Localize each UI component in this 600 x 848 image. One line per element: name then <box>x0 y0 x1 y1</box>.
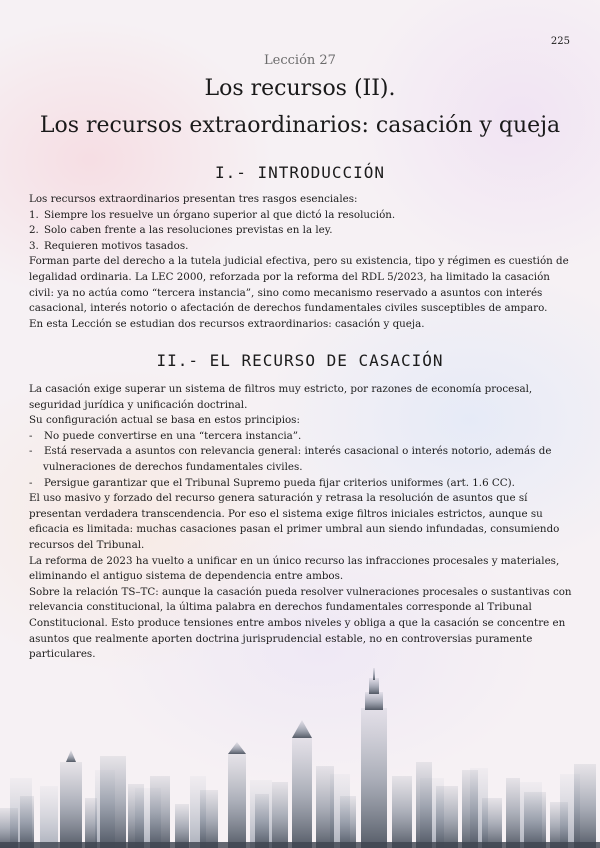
list-marker: 3. <box>29 239 39 252</box>
list-item-text: Está reservada a asuntos con relevancia general: interés casacional o interés notorio, además de <box>44 445 552 458</box>
paragraph: Forman parte del derecho a la tutela judicial efectiva, pero su existencia, tipo y régimen es cuestión de legalidad ordinaria. La LEC 2000, reforzada por la reforma del RDL 5/2023, ha limitado la casación civil: ya no actúa como “tercera instancia”, sino como mecanismo reservado a asuntos con interés casacional, interés notorio o afectación de derechos fundamentales civiles susceptibles de amparo. <box>29 255 569 315</box>
list-item-continuation: vulneraciones de derechos fundamentales civiles. <box>43 460 303 473</box>
numbered-list-item <box>29 239 574 255</box>
lesson-label: Lección 27 <box>264 53 336 68</box>
numbered-list-item <box>29 208 574 224</box>
list-marker: - <box>29 476 33 489</box>
bullet-list-item <box>29 444 574 460</box>
section-body-casacion <box>29 382 574 663</box>
paragraph: Sobre la relación TS–TC: aunque la casación pueda resolver vulneraciones procesales o sustantivas con relevancia constitucional, la última palabra en derechos fundamentales corresponde al Tribunal Constitucional. Esto produce tensiones entre ambos niveles y obliga a que la casación se concentre en asuntos que realmente aporten doctrina jurisprudencial estable, no en controversias puramente particulares. <box>29 585 572 661</box>
section-body-introduccion <box>29 192 574 332</box>
list-item-text: Siempre los resuelve un órgano superior al que dictó la resolución. <box>44 208 396 221</box>
numbered-list-item <box>29 223 574 239</box>
bullet-list-item <box>29 429 574 445</box>
section-heading-casacion: II.- EL RECURSO DE CASACIÓN <box>156 351 444 370</box>
title-line-1: Los recursos (II). <box>204 76 396 101</box>
title-line-2: Los recursos extraordinarios: casación y queja <box>39 113 561 138</box>
list-item-text: No puede convertirse en una “tercera instancia”. <box>44 429 302 442</box>
list-marker: - <box>29 445 33 458</box>
list-item-text: Persigue garantizar que el Tribunal Supremo pueda fijar criterios uniformes (art. 1.6 CC). <box>44 476 515 489</box>
paragraph: El uso masivo y forzado del recurso genera saturación y retrasa la resolución de asuntos que sí presentan verdadera transcendencia. Por eso el sistema exige filtros iniciales estrictos, aunque su eficacia es limitada: muchas casaciones pasan el primer umbral aun siendo infundadas, consumiendo recursos del Tribunal. <box>29 492 560 551</box>
paragraph: En esta Lección se estudian dos recursos extraordinarios: casación y queja. <box>29 317 425 330</box>
bullet-list-item <box>29 476 574 492</box>
list-item-text: Requieren motivos tasados. <box>44 239 189 252</box>
list-marker: 1. <box>29 208 39 221</box>
list-marker: 2. <box>29 224 39 237</box>
list-marker: - <box>29 429 33 442</box>
intro-paragraph: Los recursos extraordinarios presentan tres rasgos esenciales: <box>29 193 358 205</box>
page-number: 225 <box>550 36 570 47</box>
section-heading-introduccion: I.- INTRODUCCIÓN <box>214 163 386 182</box>
paragraph: La reforma de 2023 ha vuelto a unificar en un único recurso las infracciones procesales y materiales, eliminando el antiguo sistema de dependencia entre ambos. <box>29 554 560 583</box>
list-item-text: Solo caben frente a las resoluciones previstas en la ley. <box>44 224 333 237</box>
paragraph: La casación exige superar un sistema de filtros muy estricto, por razones de economía procesal, seguridad jurídica y unificación doctrinal. <box>29 383 533 411</box>
paragraph: Su configuración actual se basa en estos principios: <box>29 414 300 427</box>
city-skyline-illustration <box>0 658 600 848</box>
